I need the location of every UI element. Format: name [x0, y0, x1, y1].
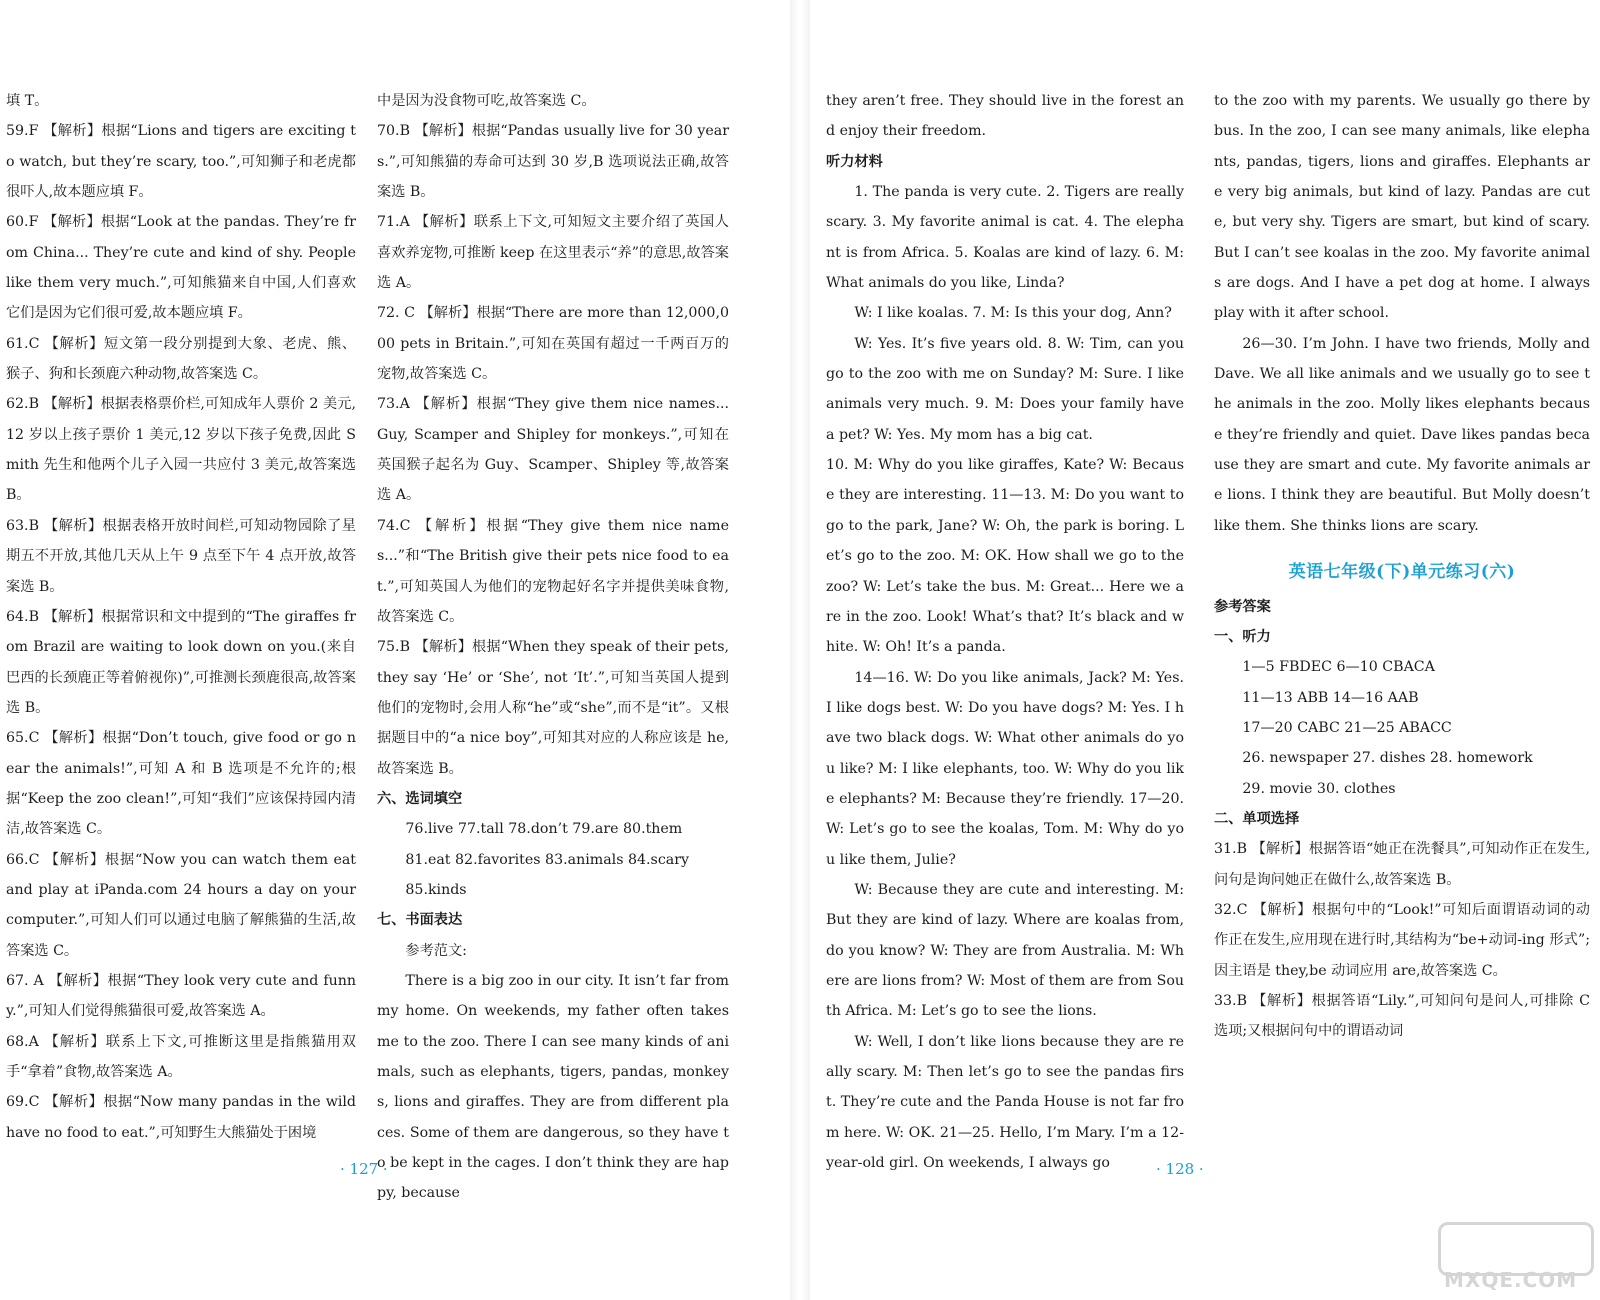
listening-script: 26—30. I’m John. I have two friends, Molly and Dave. We all like animals and we usually go to see the animals in the zoo. Molly likes elephants because they’re friendly and quiet. Dave likes pandas because they are smart and cute. My favorite animals are lions. I think they are beautiful. But Molly doesn’t like them. She thinks lions are scary.: [1214, 335, 1590, 534]
left-column-1: [6, 86, 356, 1148]
right-column-1: [826, 86, 1184, 1178]
right-column-2: [1214, 86, 1590, 1047]
answer-item: 填 T。: [6, 93, 49, 109]
answer-item: 73.A 【解析】根据“They give them nice names... Guy, Scamper and Shipley for monkeys.”,可知在英国猴子起名为 Guy、Scamper、Shipley 等,故答案选 A。: [377, 396, 729, 504]
listening-script: W: Well, I don’t like lions because they are really scary. M: Then let’s go to see the pandas first. They’re cute and the Panda House is not far from here. W: OK. 21—25. Hello, I’m Mary. I’m a 12-year-old girl. On weekends, I always go: [826, 1033, 1184, 1172]
listening-answers: 29. movie 30. clothes: [1242, 780, 1396, 797]
essay-continuation: they aren’t free. They should live in the forest and enjoy their freedom.: [826, 93, 1184, 140]
answer-item: 74.C 【解析】根据“They give them nice names...”和“The British give their pets nice food to eat.”,可知英国人为他们的宠物起好名字并提供美味食物,故答案选 C。: [377, 517, 729, 625]
watermark: [1438, 1222, 1588, 1292]
page-number: · 128 ·: [1156, 1160, 1204, 1178]
answer-item: 中是因为没食物可吃,故答案选 C。: [377, 93, 596, 109]
listening-answers: 17—20 CABC 21—25 ABACC: [1242, 719, 1452, 736]
listening-script: W: I like koalas. 7. M: Is this your dog, Ann?: [854, 305, 1172, 322]
answer-item: 69.C 【解析】根据“Now many pandas in the wild have no food to eat.”,可知野生大熊猫处于困境: [6, 1094, 356, 1141]
watermark-text: MXQE.COM: [1444, 1268, 1578, 1292]
answer-item: 67. A 【解析】根据“They look very cute and funny.”,可知人们觉得熊猫很可爱,故答案选 A。: [6, 972, 356, 1020]
fill-in-answers: 85.kinds: [405, 881, 467, 898]
listening-script: 14—16. W: Do you like animals, Jack? M: Yes. I like dogs best. W: Do you have dogs? M: Yes. I have two black dogs. W: What other animals do you like? M: I like elephants, too. W: Why do you like elephants? M: Because they’re friendly. 17—20. W: Let’s go to see the koalas, Tom. M: Why do you like them, Julie?: [826, 669, 1184, 868]
answer-item: 63.B 【解析】根据表格开放时间栏,可知动物园除了星期五不开放,其他几天从上午 9 点至下午 4 点开放,故答案选 B。: [6, 517, 356, 595]
answer-item: 61.C 【解析】短文第一段分别提到大象、老虎、熊、猴子、狗和长颈鹿六种动物,故答案选 C。: [6, 335, 356, 383]
answer-item: 64.B 【解析】根据常识和文中提到的“The giraffes from Brazil are waiting to look down on you.(来自巴西的长颈鹿正等着俯视你)”,可推测长颈鹿很高,故答案选 B。: [6, 608, 356, 716]
answer-item: 66.C 【解析】根据“Now you can watch them eat and play at iPanda.com 24 hours a day on your computer.”,可知人们可以通过电脑了解熊猫的生活,故答案选 C。: [6, 851, 356, 959]
section-heading: 七、书面表达: [377, 912, 463, 929]
fill-in-answers: 76.live 77.tall 78.don’t 79.are 80.them: [405, 821, 683, 838]
left-column-2: [377, 86, 729, 1209]
book-gutter: [790, 0, 810, 1300]
answer-item: 68.A 【解析】联系上下文,可推断这里是指熊猫用双手“拿着”食物,故答案选 A。: [6, 1033, 356, 1080]
answer-item: 65.C 【解析】根据“Don’t touch, give food or go near the animals!”,可知 A 和 B 选项是不允许的;根据“Keep the zoo clean!”,可知“我们”应该保持园内清洁,故答案选 C。: [6, 730, 356, 838]
sample-essay: There is a big zoo in our city. It isn’t far from my home. On weekends, my father often takes me to the zoo. There I can see many kinds of animals, such as elephants, tigers, pandas, monkeys, lions and giraffes. They are from different places. Some of them are dangerous, so they have to be kept in the cages. I don’t think they are happy, because: [377, 972, 729, 1202]
listening-answers: 26. newspaper 27. dishes 28. homework: [1242, 750, 1533, 767]
unit-title: 英语七年级(下)单元练习(六): [1288, 562, 1516, 583]
page-number: · 127 ·: [340, 1160, 388, 1178]
answer-item: 32.C 【解析】根据句中的“Look!”可知后面谓语动词的动作正在发生,应用现在进行时,其结构为“be+动词-ing 形式”;因主语是 they,be 动词应用 are,故答案选 C。: [1214, 901, 1590, 979]
answer-item: 70.B 【解析】根据“Pandas usually live for 30 years.”,可知熊猫的寿命可达到 30 岁,B 选项说法正确,故答案选 B。: [377, 123, 729, 201]
listening-script: to the zoo with my parents. We usually go there by bus. In the zoo, I can see many animals, like elephants, pandas, tigers, lions and giraffes. Elephants are very big animals, but kind of lazy. Pandas are cute, but very shy. Tigers are smart, but kind of scary. But I can’t see koalas in the zoo. My favorite animals are dogs. And I have a pet dog at home. I always play with it after school.: [1214, 93, 1590, 322]
listening-script: W: Yes. It’s five years old. 8. W: Tim, can you go to the zoo with me on Sunday? M: Sure. I like animals very much. 9. M: Does your family have a pet? W: Yes. My mom has a big cat.: [826, 335, 1184, 443]
right-page: [810, 0, 1600, 1300]
section-heading: 一、听力: [1214, 628, 1271, 645]
answers-label: 参考答案: [1214, 598, 1271, 615]
answer-item: 31.B 【解析】根据答语“她正在洗餐具”,可知动作正在发生,问句是询问她正在做什么,故答案选 B。: [1214, 841, 1590, 888]
answer-item: 33.B 【解析】根据答语“Lily.”,可知问句是问人,可排除 C 选项;又根据问句中的谓语动词: [1214, 992, 1590, 1040]
listening-answers: 11—13 ABB 14—16 AAB: [1242, 689, 1419, 706]
section-heading: 听力材料: [826, 153, 883, 170]
section-heading: 二、单项选择: [1214, 810, 1300, 827]
left-page: [0, 0, 790, 1300]
answer-item: 62.B 【解析】根据表格票价栏,可知成年人票价 2 美元,12 岁以上孩子票价 1 美元,12 岁以下孩子免费,因此 Smith 先生和他两个儿子入园一共应付 3 美元,故答案选 B。: [6, 396, 356, 504]
sample-essay-label: 参考范文:: [405, 942, 467, 959]
listening-script: W: Because they are cute and interesting. M: But they are kind of lazy. Where are koalas from, do you know? W: They are from Australia. M: Where are lions from? W: Most of them are from South Africa. M: Let’s go to see the lions.: [826, 881, 1184, 1020]
listening-script: 1. The panda is very cute. 2. Tigers are really scary. 3. My favorite animal is cat. 4. The elephant is from Africa. 5. Koalas are kind of lazy. 6. M: What animals do you like, Linda?: [826, 184, 1184, 292]
answer-item: 60.F 【解析】根据“Look at the pandas. They’re from China... They’re cute and kind of shy. People like them very much.”,可知熊猫来自中国,人们喜欢它们是因为它们很可爱,故本题应填 F。: [6, 214, 356, 322]
listening-script: 10. M: Why do you like giraffes, Kate? W: Because they are interesting. 11—13. M: Do you want to go to the park, Jane? W: Oh, the park is boring. Let’s go to the zoo. M: OK. How shall we go to the zoo? W: Let’s take the bus. M: Great... Here we are in the zoo. Look! What’s that? It’s black and white. W: Oh! It’s a panda.: [826, 457, 1184, 656]
fill-in-answers: 81.eat 82.favorites 83.animals 84.scary: [405, 851, 690, 868]
answer-item: 72. C 【解析】根据“There are more than 12,000,000 pets in Britain.”,可知在英国有超过一千两百万的宠物,故答案选 C。: [377, 305, 729, 383]
answer-item: 71.A 【解析】联系上下文,可知短文主要介绍了英国人喜欢养宠物,可推断 keep 在这里表示“养”的意思,故答案选 A。: [377, 214, 729, 292]
section-heading: 六、选词填空: [377, 790, 463, 807]
answer-item: 59.F 【解析】根据“Lions and tigers are exciting to watch, but they’re scary, too.”,可知狮子和老虎都很吓人,故本题应填 F。: [6, 123, 356, 201]
answer-item: 75.B 【解析】根据“When they speak of their pets, they say ‘He’ or ‘She’, not ‘It’.”,可知当英国人提到他们的宠物时,会用人称“he”或“she”,而不是“it”。又根据题目中的“a nice boy”,可知其对应的人称应该是 he,故答案选 B。: [377, 639, 729, 777]
listening-answers: 1—5 FBDEC 6—10 CBACA: [1242, 659, 1435, 676]
